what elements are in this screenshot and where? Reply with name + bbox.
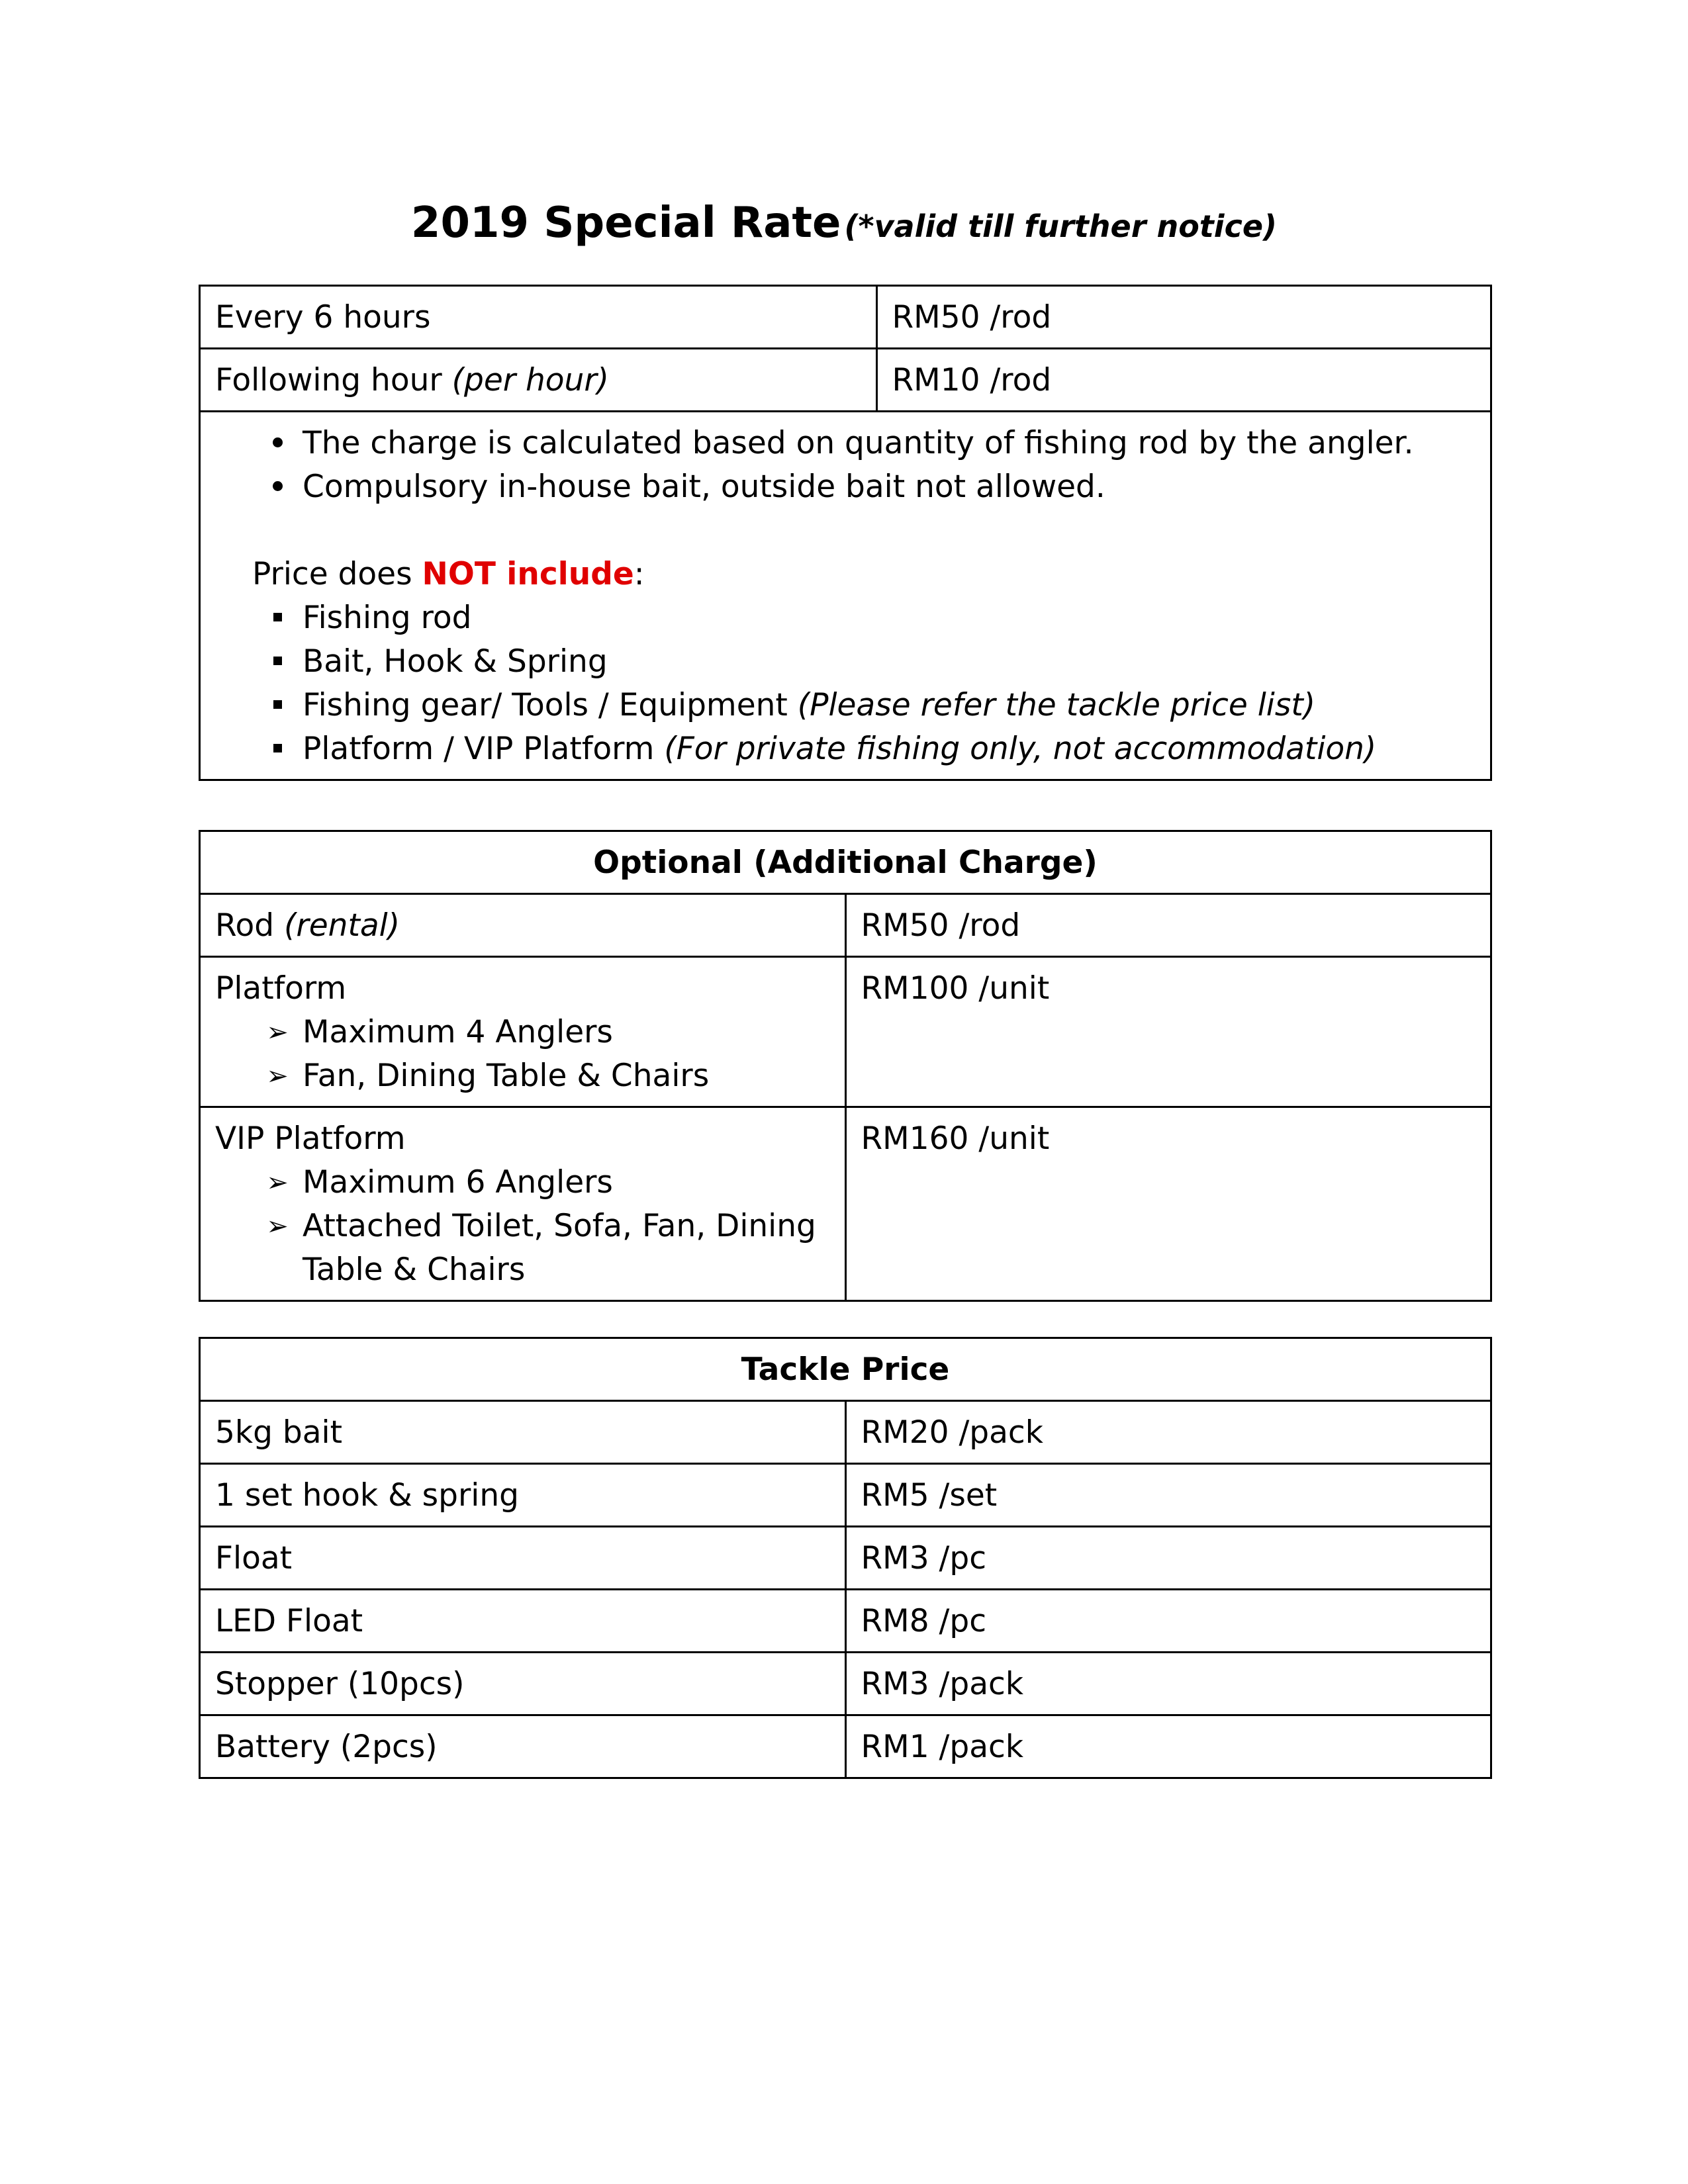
table-row — [200, 1107, 1491, 1301]
tackle-price: RM3 /pack — [845, 1653, 1491, 1715]
tackle-item: Battery (2pcs) — [200, 1715, 846, 1778]
table-row — [200, 1401, 1491, 1464]
bullet-dot-icon — [252, 422, 303, 465]
rate-label-note: (per hour) — [451, 362, 609, 398]
list-item — [252, 465, 1476, 509]
rate-label — [200, 349, 877, 412]
tackle-item: Stopper (10pcs) — [200, 1653, 846, 1715]
table-row — [200, 412, 1491, 780]
rate-label-text: Every 6 hours — [215, 299, 431, 336]
table-header-row — [200, 1338, 1491, 1401]
platform-label: Platform — [215, 970, 347, 1007]
tackle-price: RM5 /set — [845, 1464, 1491, 1527]
feature-text: Fan, Dining Table & Chairs — [303, 1058, 710, 1094]
table-row — [200, 1653, 1491, 1715]
table-row — [200, 1715, 1491, 1778]
table-row — [200, 1527, 1491, 1590]
optional-label — [200, 894, 846, 957]
list-item — [215, 1205, 830, 1292]
page-title — [199, 199, 1489, 248]
feature-text: Attached Toilet, Sofa, Fan, Dining Table & Chairs — [303, 1208, 816, 1288]
rate-label-text: Following hour — [215, 362, 442, 398]
tackle-item: 1 set hook & spring — [200, 1464, 846, 1527]
optional-label — [200, 1107, 846, 1301]
tackle-price: RM1 /pack — [845, 1715, 1491, 1778]
square-bullet-icon — [252, 684, 303, 727]
rod-label: Rod — [215, 907, 275, 944]
list-item — [252, 640, 1476, 684]
list-item — [252, 422, 1476, 465]
optional-table — [199, 830, 1492, 1302]
tackle-item: 5kg bait — [200, 1401, 846, 1464]
arrow-bullet-icon: ➢ — [266, 1211, 289, 1242]
rate-price: RM10 /rod — [876, 349, 1491, 412]
arrow-bullet-icon: ➢ — [266, 1017, 289, 1048]
square-bullet-icon — [252, 640, 303, 684]
title-main: 2019 Special Rate — [410, 199, 841, 248]
optional-price: RM160 /unit — [845, 1107, 1491, 1301]
exclusion-text: Bait, Hook & Spring — [303, 643, 608, 680]
tackle-item: Float — [200, 1527, 846, 1590]
feature-text: Maximum 6 Anglers — [303, 1164, 613, 1201]
exclusion-note: (For private fishing only, not accommodation) — [664, 731, 1377, 767]
table-row — [200, 349, 1491, 412]
not-include-highlight: NOT include — [422, 556, 634, 592]
note-text: The charge is calculated based on quantity of fishing rod by the angler. — [303, 425, 1414, 461]
optional-price: RM50 /rod — [845, 894, 1491, 957]
rate-price: RM50 /rod — [876, 286, 1491, 349]
arrow-bullet-icon: ➢ — [266, 1167, 289, 1198]
rates-table — [199, 285, 1492, 781]
table-header-row — [200, 831, 1491, 894]
bullet-dot-icon — [252, 465, 303, 509]
tackle-price: RM20 /pack — [845, 1401, 1491, 1464]
list-item — [252, 684, 1476, 727]
rate-notes — [200, 412, 1491, 780]
list-item — [215, 1054, 830, 1098]
list-item — [215, 1161, 830, 1205]
feature-text: Maximum 4 Anglers — [303, 1014, 613, 1050]
exclusions-intro-colon: : — [633, 556, 645, 592]
table-row — [200, 1590, 1491, 1653]
title-note: (*valid till further notice) — [844, 208, 1278, 244]
table-row — [200, 1464, 1491, 1527]
vip-platform-label: VIP Platform — [215, 1120, 406, 1157]
tackle-price: RM8 /pc — [845, 1590, 1491, 1653]
list-item — [215, 1011, 830, 1054]
arrow-bullet-icon: ➢ — [266, 1061, 289, 1091]
tackle-header: Tackle Price — [200, 1338, 1491, 1401]
optional-header: Optional (Additional Charge) — [200, 831, 1491, 894]
table-row — [200, 957, 1491, 1107]
exclusions-intro — [252, 553, 1476, 596]
square-bullet-icon — [252, 596, 303, 640]
tackle-price: RM3 /pc — [845, 1527, 1491, 1590]
tackle-item: LED Float — [200, 1590, 846, 1653]
note-text: Compulsory in-house bait, outside bait not allowed. — [303, 469, 1105, 505]
list-item — [252, 596, 1476, 640]
exclusions-intro-text: Price does — [252, 556, 422, 592]
rate-label — [200, 286, 877, 349]
table-row — [200, 894, 1491, 957]
optional-label — [200, 957, 846, 1107]
rod-note: (rental) — [284, 907, 400, 944]
exclusion-text: Platform / VIP Platform — [303, 731, 665, 767]
square-bullet-icon — [252, 727, 303, 771]
table-row — [200, 286, 1491, 349]
exclusion-note: (Please refer the tackle price list) — [797, 687, 1316, 723]
tackle-table — [199, 1337, 1492, 1779]
exclusion-text: Fishing rod — [303, 600, 472, 636]
exclusion-text: Fishing gear/ Tools / Equipment — [303, 687, 798, 723]
list-item — [252, 727, 1476, 771]
optional-price: RM100 /unit — [845, 957, 1491, 1107]
